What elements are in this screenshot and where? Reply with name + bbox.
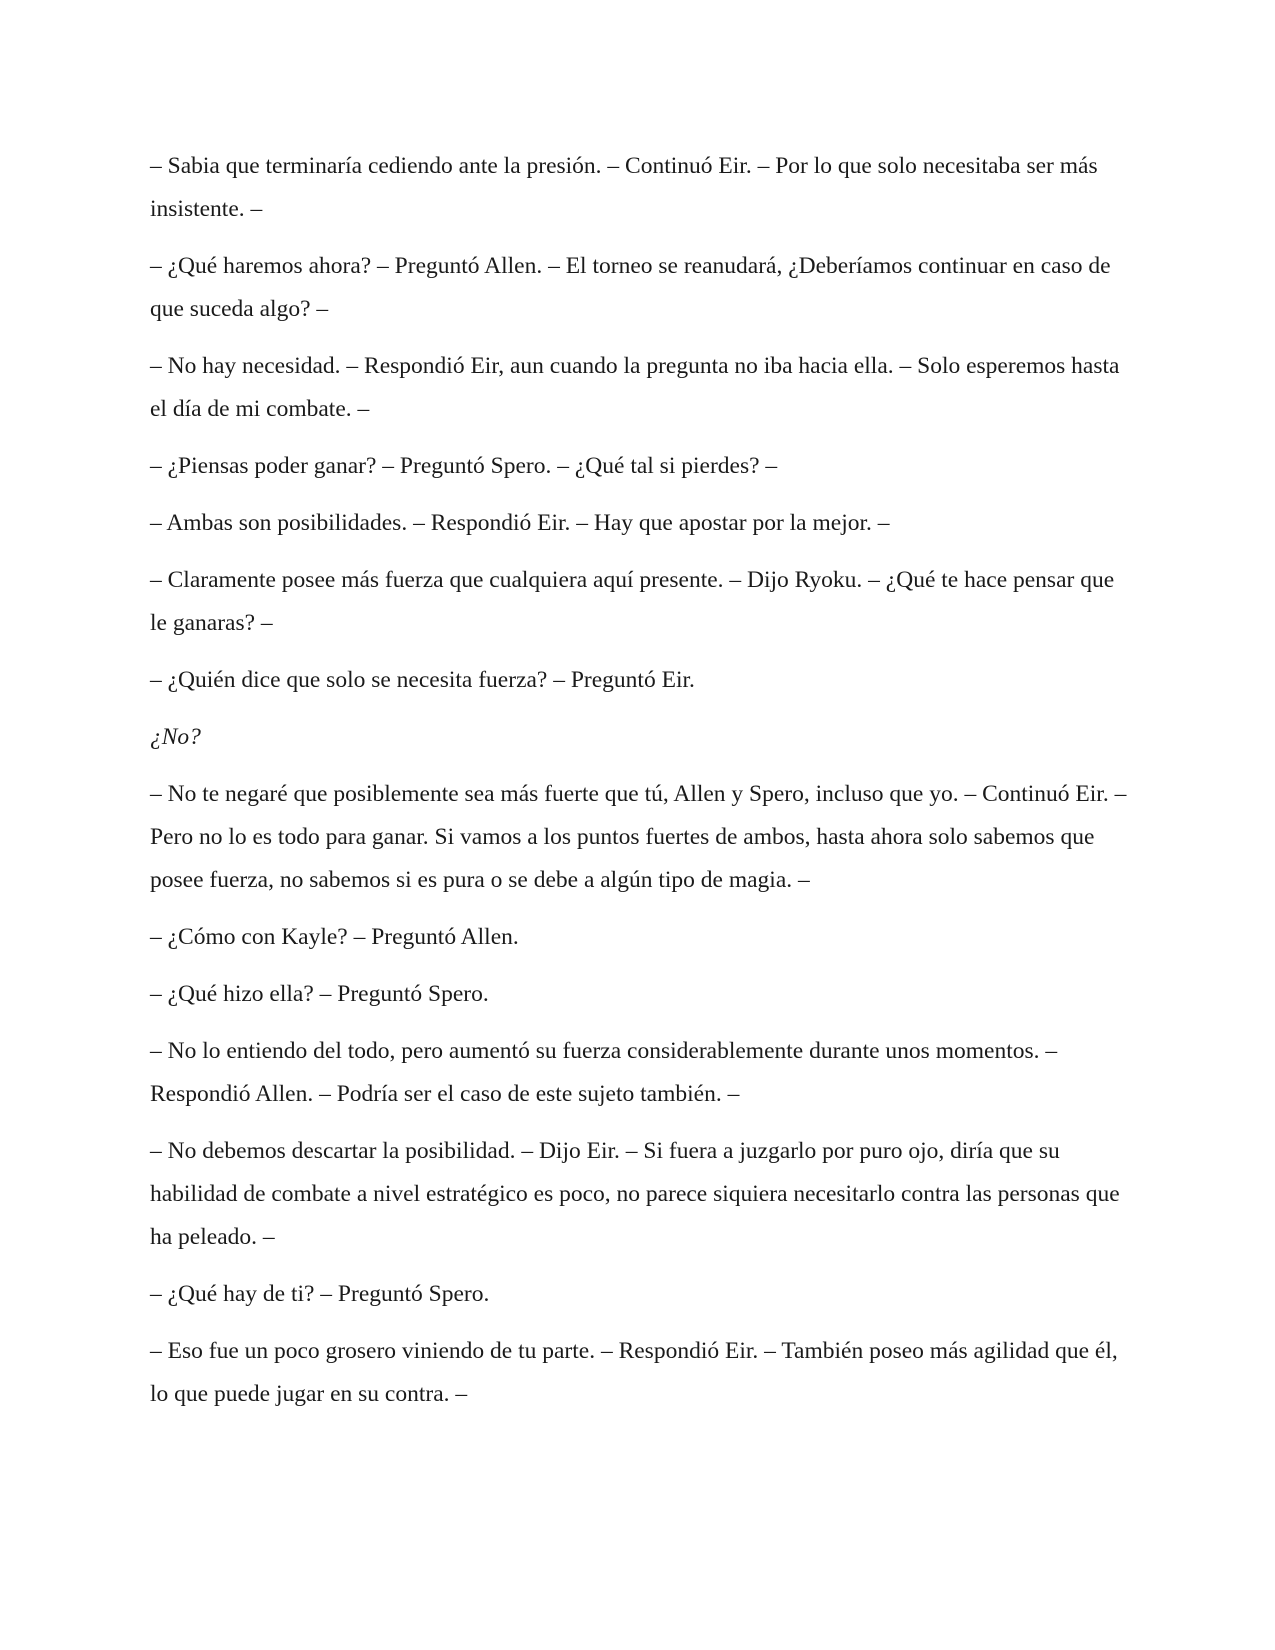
paragraph: – ¿Cómo con Kayle? – Preguntó Allen.	[150, 924, 519, 950]
paragraph: – No lo entiendo del todo, pero aumentó su fuerza considerablemente durante unos momentos. – Respondió Allen. – Podría ser el caso de este sujeto también. –	[150, 1038, 1058, 1107]
document-body	[150, 145, 1130, 1430]
paragraph: – Eso fue un poco grosero viniendo de tu parte. – Respondió Eir. – También poseo más agilidad que él, lo que puede jugar en su contra. –	[150, 1338, 1118, 1407]
paragraph: – No hay necesidad. – Respondió Eir, aun cuando la pregunta no iba hacia ella. – Solo esperemos hasta el día de mi combate. –	[150, 353, 1120, 422]
paragraph: – ¿Qué haremos ahora? – Preguntó Allen. – El torneo se reanudará, ¿Deberíamos continuar en caso de que suceda algo? –	[150, 253, 1111, 322]
paragraph: – Sabia que terminaría cediendo ante la presión. – Continuó Eir. – Por lo que solo necesitaba ser más insistente. –	[150, 153, 1098, 222]
paragraph: – ¿Quién dice que solo se necesita fuerza? – Preguntó Eir.	[150, 667, 695, 693]
paragraph: – ¿Qué hizo ella? – Preguntó Spero.	[150, 981, 489, 1007]
italic-thought: ¿No?	[150, 724, 201, 750]
paragraph: – Claramente posee más fuerza que cualquiera aquí presente. – Dijo Ryoku. – ¿Qué te hace pensar que le ganaras? –	[150, 567, 1115, 636]
paragraph: – Ambas son posibilidades. – Respondió Eir. – Hay que apostar por la mejor. –	[150, 510, 890, 536]
paragraph: – ¿Qué hay de ti? – Preguntó Spero.	[150, 1281, 490, 1307]
paragraph: – No te negaré que posiblemente sea más fuerte que tú, Allen y Spero, incluso que yo. – Continuó Eir. – Pero no lo es todo para ganar. Si vamos a los puntos fuertes de ambos, hasta ahora solo sabemos que posee fuerza, no sabemos si es pura o se debe a algún tipo de magia. –	[150, 781, 1127, 893]
paragraph: – ¿Piensas poder ganar? – Preguntó Spero. – ¿Qué tal si pierdes? –	[150, 453, 778, 479]
paragraph: – No debemos descartar la posibilidad. – Dijo Eir. – Si fuera a juzgarlo por puro ojo, diría que su habilidad de combate a nivel estratégico es poco, no parece siquiera necesitarlo contra las personas que ha peleado. –	[150, 1138, 1120, 1250]
